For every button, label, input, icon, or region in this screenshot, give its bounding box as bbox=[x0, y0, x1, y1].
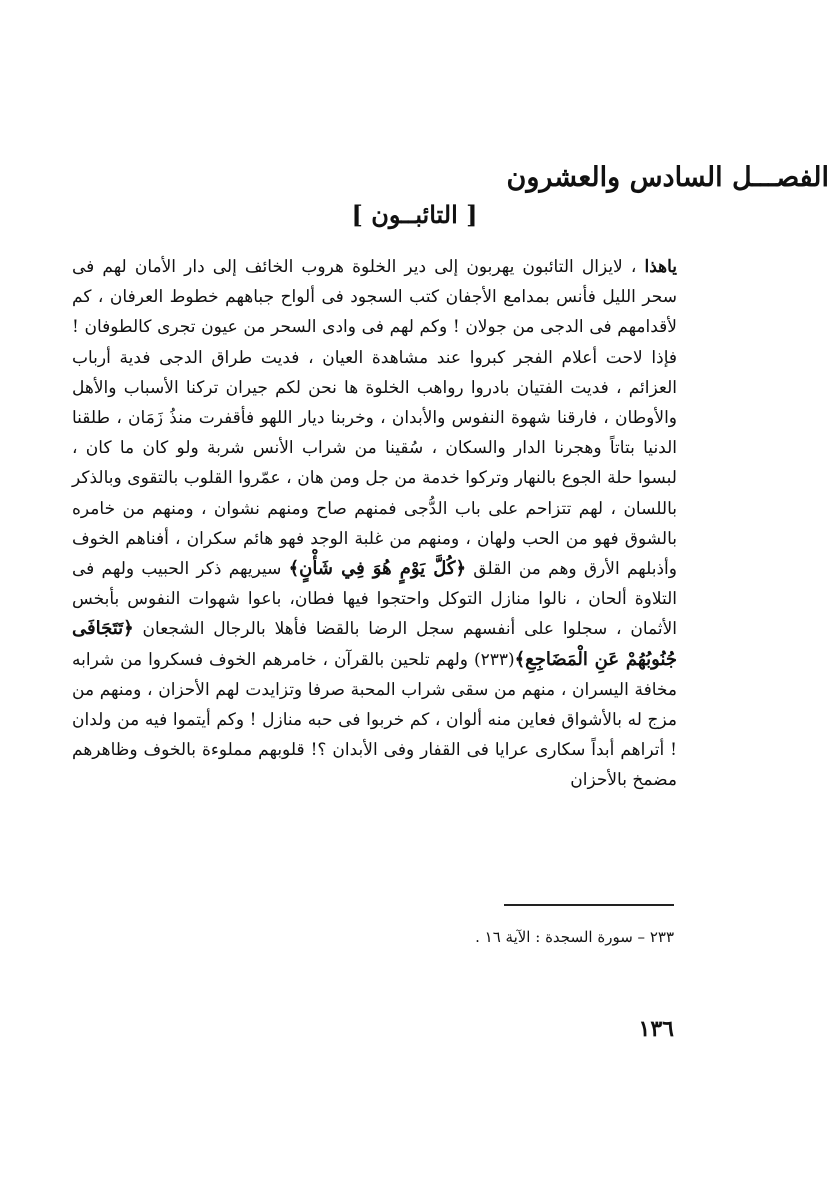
body-paragraph bbox=[72, 252, 677, 796]
quran-verse-2: ﴿تَتَجَافَى جُنُوبُهُمْ عَنِ الْمَضَاجِعِ﴾ bbox=[72, 618, 678, 670]
page-number: ١٣٦ bbox=[638, 1016, 674, 1042]
paragraph-text-part-1: ، لايزال التائبون يهربون إلى دير الخلوة هروب الخائف إلى دار الأمان لهم فى سحر الليل فأنس بمدامع الأجفان كتب السجود فى ألواح جباههم خطوط العرفان ، كم لأقدامهم فى الدجى من جولان ! وكم لهم فى وادى السحر من عيون تجرى كالطوفان ! فإذا لاحت أعلام الفجر كبروا عند مشاهدة العيان ، فديت طراق الدجى فدية أرباب العزائم ، فديت الفتيان بادروا رواهب الخلوة ها نحن لكم جيران تركنا الأسباب والأهل والأوطان ، فارقنا شهوة النفوس والأبدان ، وخربنا ديار اللهو فأقفرت منذُ زَمَان ، طلقنا الدنيا بتاتاً وهجرنا الدار والسكان ، سُقينا من شراب الأنس شربة ولو كان ما كان ، لبسوا حلة الجوع بالنهار وتركوا خدمة من جل ومن هان ، عمّروا القلوب بالتقوى وبالذكر باللسان ، لهم تتزاحم على باب الدُّجى فمنهم صاح ومنهم نشوان ، ومنهم من خامره بالشوق فهو من الحب ولهان ، ومنهم من غلبة الوجد فهو هائم سكران ، أفناهم الخوف وأذبلهم الأرق وهم من القلق bbox=[72, 257, 677, 580]
chapter-title: الفصـــل السادس والعشرون bbox=[506, 162, 829, 193]
paragraph-text-part-3: ولهم تلحين بالقرآن ، خامرهم الخوف فسكروا من شرابه مخافة اليسران ، منهم من سقى شراب المحبة صرفا وتزايدت لهم الأحزان ، ومنهم من مزج له بالأشواق فعاين منه ألوان ، كم خربوا فى حبه منازل ! وكم أيتموا فيه من ولدان ! أتراهم أبداً سكارى عرايا فى القفار وفى الأبدان ؟! قلوبهم مملوءة بالخوف وظاهرهم مضمخ بالأحزان bbox=[72, 649, 677, 791]
footnote-divider bbox=[504, 904, 674, 906]
footnote-reference: (٢٣٣) bbox=[473, 649, 515, 670]
quran-verse-1: ﴿كُلَّ يَوْمٍ هُوَ فِي شَأْنٍ﴾ bbox=[288, 558, 467, 580]
chapter-subtitle: [ التائبــون ] bbox=[351, 200, 478, 229]
paragraph-text-part-2: سيريهم ذكر الحبيب ولهم فى التلاوة ألحان ، نالوا منازل التوكل واحتجوا فيها فطان، باعوا شهوات النفوس بأبخس الأثمان ، سجلوا على أنفسهم سجل الرضا بالقضا فأهلا بالرجال الشجعان bbox=[72, 559, 677, 640]
footnote-text: ٢٣٣ – سورة السجدة : الآية ١٦ . bbox=[475, 928, 674, 946]
paragraph-lead-word: ياهذا bbox=[644, 257, 677, 277]
